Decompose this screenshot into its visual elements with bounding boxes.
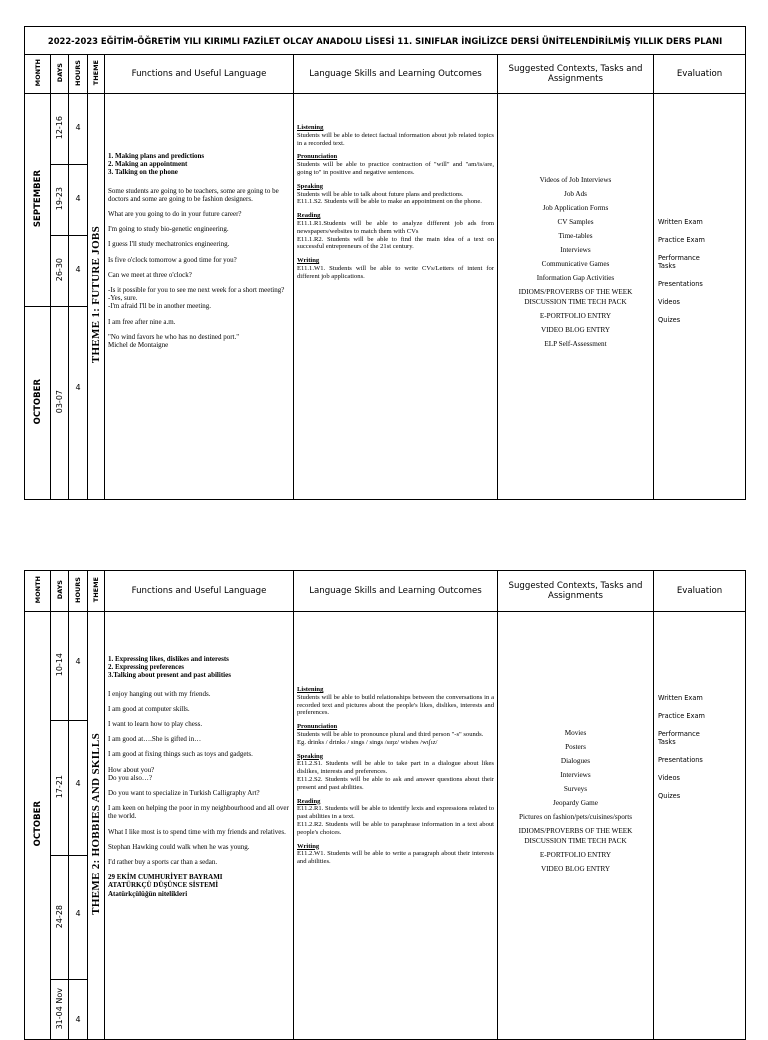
context-item: Pictures on fashion/pets/cuisines/sports: [519, 813, 632, 821]
month-cell-october: OCTOBER: [25, 307, 51, 500]
evaluation-item: Videos: [658, 298, 680, 306]
hours-header: HOURS: [69, 55, 88, 94]
skill-text: E11.2.S1. Students will be able to take part in a dialogue about likes dislikes, interests and preferences.: [297, 760, 494, 776]
skill-text: E11.1.W1. Students will be able to write CVs/Letters of intent for different job applications.: [297, 264, 494, 280]
functions-cell: [105, 612, 294, 1040]
context-item: Movies: [564, 729, 587, 737]
skills-header: Language Skills and Learning Outcomes: [294, 55, 498, 94]
days-cell: 31-04 Nov: [51, 980, 69, 1040]
context-item: Interviews: [560, 771, 591, 779]
hours-cell: 4: [69, 856, 88, 980]
context-item: Job Application Forms: [542, 204, 609, 212]
evaluation-item: Practice Exam: [658, 236, 705, 244]
skill-heading: Reading: [297, 797, 321, 805]
evaluation-cell: [654, 94, 746, 500]
evaluation-item: Performance Tasks: [658, 254, 700, 270]
evaluation-item: Quizes: [658, 316, 681, 324]
example-sentence: Do you want to specialize in Turkish Calligraphy Art?: [108, 789, 260, 798]
evaluation-item: Performance Tasks: [658, 730, 700, 746]
evaluation-item: Practice Exam: [658, 712, 705, 720]
skills-cell: [294, 612, 498, 1040]
contexts-cell: [498, 94, 654, 500]
skill-heading: Pronunciation: [297, 723, 338, 731]
skill-text: Students will be able to detect factual information about job related topics in a recorded text.: [297, 131, 494, 147]
hours-cell: 4: [69, 980, 88, 1040]
days-cell: 03-07: [51, 307, 69, 500]
functions-header: Functions and Useful Language: [105, 55, 294, 94]
example-sentence: I'm going to study bio-genetic engineering.: [108, 225, 229, 234]
skill-text: Students will be able to pronounce plural and third person "-s" sounds.: [297, 730, 484, 738]
example-sentence: Some students are going to be teachers, some are going to be doctors and some are going to be fashion designers.: [108, 186, 279, 203]
days-header: DAYS: [51, 55, 69, 94]
skill-heading: Speaking: [297, 182, 324, 190]
skills-header: Language Skills and Learning Outcomes: [294, 571, 498, 612]
hours-cell: 4: [69, 94, 88, 165]
context-item: Videos of Job Interviews: [539, 176, 612, 184]
function-heading: 1. Making plans and predictions: [108, 152, 205, 160]
days-cell: 19-23: [51, 165, 69, 236]
functions-cell: [105, 94, 294, 500]
days-cell: 24-28: [51, 856, 69, 980]
example-sentence: I am good at….She is gifted in…: [108, 735, 202, 744]
function-heading: 3. Talking on the phone: [108, 168, 178, 177]
context-item: DISCUSSION TIME TECH PACK: [524, 836, 627, 845]
skill-text: E11.2.S2. Students will be able to ask and answer questions about their present and past abilities.: [297, 775, 494, 791]
header-row: [25, 55, 746, 94]
quote-author: Michel de Montaigne: [108, 341, 169, 350]
context-item: VIDEO BLOG ENTRY: [540, 325, 611, 334]
context-item: VIDEO BLOG ENTRY: [540, 864, 611, 873]
skill-text: Students will be able to build relationships between the conversations in a recorded text and pictures about the people's likes, dislikes, interests and preferences.: [297, 693, 494, 717]
example-sentence: I am free after nine a.m.: [108, 317, 176, 326]
evaluation-item: Written Exam: [658, 694, 703, 702]
theme-header: THEME: [88, 571, 105, 612]
hours-cell: 4: [69, 236, 88, 307]
month-header: MONTH: [25, 55, 51, 94]
document-title: 2022-2023 EĞİTİM-ÖĞRETİM YILI KIRIMLI FAZİLET OLCAY ANADOLU LİSESİ 11. SINIFLAR İNGİLİZCE DERSİ ÜNİTELENDİRİLMİŞ YILLIK DERS PLANI: [25, 27, 746, 55]
function-heading: 2. Expressing preferences: [108, 663, 185, 672]
context-item: Time-tables: [558, 232, 593, 240]
holiday-note: 29 EKİM CUMHURİYET BAYRAMI: [108, 873, 223, 882]
skill-text: E11.1.S2. Students will be able to make an appointment on the phone.: [297, 198, 482, 206]
context-item: Posters: [565, 743, 586, 751]
days-cell: 17-21: [51, 721, 69, 856]
evaluation-item: Quizes: [658, 792, 681, 800]
example-sentence: I am good at fixing things such as toys and gadgets.: [108, 750, 253, 759]
hours-header: HOURS: [69, 571, 88, 612]
context-item: Information Gap Activities: [536, 274, 615, 282]
evaluation-cell: [654, 612, 746, 1040]
context-item: E-PORTFOLIO ENTRY: [539, 311, 612, 320]
skill-text: Eg. drinks / drinks / sings / sings /sıŋz/ wishes /wıʃız/: [297, 738, 438, 746]
skill-heading: Pronunciation: [297, 153, 338, 161]
skills-cell: [294, 94, 498, 500]
functions-header: Functions and Useful Language: [105, 571, 294, 612]
example-sentence: -Is it possible for you to see me next week for a short meeting?: [108, 286, 285, 295]
evaluation-header: Evaluation: [654, 55, 746, 94]
example-sentence: I guess I'll study mechatronics engineering.: [108, 240, 230, 249]
context-item: IDIOMS/PROVERBS OF THE WEEK: [518, 827, 633, 835]
context-item: Interviews: [560, 246, 591, 254]
days-cell: 26-30: [51, 236, 69, 307]
contexts-header: Suggested Contexts, Tasks and Assignments: [498, 571, 654, 612]
skill-heading: Speaking: [297, 752, 324, 760]
skill-heading: Listening: [297, 686, 324, 693]
context-item: Communicative Games: [541, 260, 610, 268]
example-sentence: I want to learn how to play chess.: [108, 720, 203, 729]
theme-cell: THEME 1: FUTURE JOBS: [88, 94, 105, 500]
contexts-header: Suggested Contexts, Tasks and Assignments: [498, 55, 654, 94]
example-sentence: -Yes, sure.: [108, 294, 138, 303]
example-sentence: I am keen on helping the poor in my neighbourhood and all over the world.: [108, 804, 289, 821]
skill-text: E11.2.R2. Students will be able to paraphrase information in a text about people's choices.: [297, 820, 494, 836]
context-item: ELP Self-Assessment: [544, 339, 607, 348]
holiday-note: ATATÜRKÇÜ DÜŞÜNCE SİSTEMİ: [108, 881, 219, 890]
quote-text: "No wind favors he who has no destined port.": [108, 332, 240, 341]
example-sentence: I'd rather buy a sports car than a sedan.: [108, 858, 218, 867]
example-sentence: Is five o'clock tomorrow a good time for you?: [108, 255, 237, 264]
example-sentence: Can we meet at three o'clock?: [108, 270, 192, 279]
skill-heading: Listening: [297, 124, 324, 131]
skill-heading: Writing: [297, 257, 320, 265]
hours-cell: 4: [69, 721, 88, 856]
plan-table-unit-2: [24, 570, 746, 1040]
month-header: MONTH: [25, 571, 51, 612]
function-heading: 3.Talking about present and past abilities: [108, 671, 231, 680]
example-sentence: I enjoy hanging out with my friends.: [108, 689, 211, 698]
function-heading: 1. Expressing likes, dislikes and interests: [108, 655, 229, 663]
skill-text: Students will be able to talk about future plans and predictions.: [297, 190, 464, 198]
context-item: CV Samples: [557, 218, 594, 226]
skill-text: E11.1.R2. Students will be able to find the main idea of a text on successful entrepreneurs of the 21st century.: [297, 235, 494, 251]
evaluation-item: Presentations: [658, 756, 703, 764]
context-item: Surveys: [563, 785, 588, 793]
theme-cell: THEME 2: HOBBIES AND SKILLS: [88, 612, 105, 1040]
skill-text: E11.2.W1. Students will be able to write a paragraph about their interests and abilities.: [297, 850, 494, 866]
example-sentence: Do you also…?: [108, 773, 152, 782]
hours-cell: 4: [69, 612, 88, 721]
skill-text: E11.2.R1. Students will be able to identify lexis and expressions related to past abilities in a text.: [297, 805, 494, 821]
evaluation-item: Presentations: [658, 280, 703, 288]
example-sentence: What I like most is to spend time with my friends and relatives.: [108, 827, 286, 836]
hours-cell: 4: [69, 165, 88, 236]
example-sentence: I am good at computer skills.: [108, 704, 190, 713]
skill-text: E11.1.R1.Students will be able to analyze different job ads from newspapers/websites to match them with CVs: [297, 219, 494, 235]
theme-header: THEME: [88, 55, 105, 94]
example-sentence: -I'm afraid I'll be in another meeting.: [108, 302, 212, 311]
days-header: DAYS: [51, 571, 69, 612]
days-cell: 10-14: [51, 612, 69, 721]
skill-text: Students will be able to practice contraction of "will" and "am/is/are, going to" in positive and negative sentences.: [297, 161, 494, 176]
context-item: Dialogues: [560, 757, 591, 765]
context-item: E-PORTFOLIO ENTRY: [539, 850, 612, 859]
month-cell-september: SEPTEMBER: [25, 94, 51, 307]
plan-table-unit-1: [24, 26, 746, 500]
context-item: IDIOMS/PROVERBS OF THE WEEK DISCUSSION TIME TECH PACK: [518, 288, 633, 306]
holiday-note: Atatürkçülüğün nitelikleri: [108, 889, 188, 898]
hours-cell: 4: [69, 307, 88, 500]
function-heading: 2. Making an appointment: [108, 160, 188, 169]
skill-heading: Reading: [297, 212, 321, 220]
evaluation-item: Written Exam: [658, 218, 703, 226]
header-row: [25, 571, 746, 612]
context-item: Job Ads: [564, 190, 587, 198]
example-sentence: Stephan Hawking could walk when he was young.: [108, 842, 250, 851]
example-sentence: What are you going to do in your future career?: [108, 210, 242, 219]
evaluation-header: Evaluation: [654, 571, 746, 612]
contexts-cell: [498, 612, 654, 1040]
month-cell-october: OCTOBER: [25, 612, 51, 1040]
days-cell: 12-16: [51, 94, 69, 165]
skill-heading: Writing: [297, 842, 320, 850]
context-item: Jeopardy Game: [553, 799, 598, 807]
example-sentence: How about you?: [108, 765, 155, 774]
evaluation-item: Videos: [658, 774, 680, 782]
